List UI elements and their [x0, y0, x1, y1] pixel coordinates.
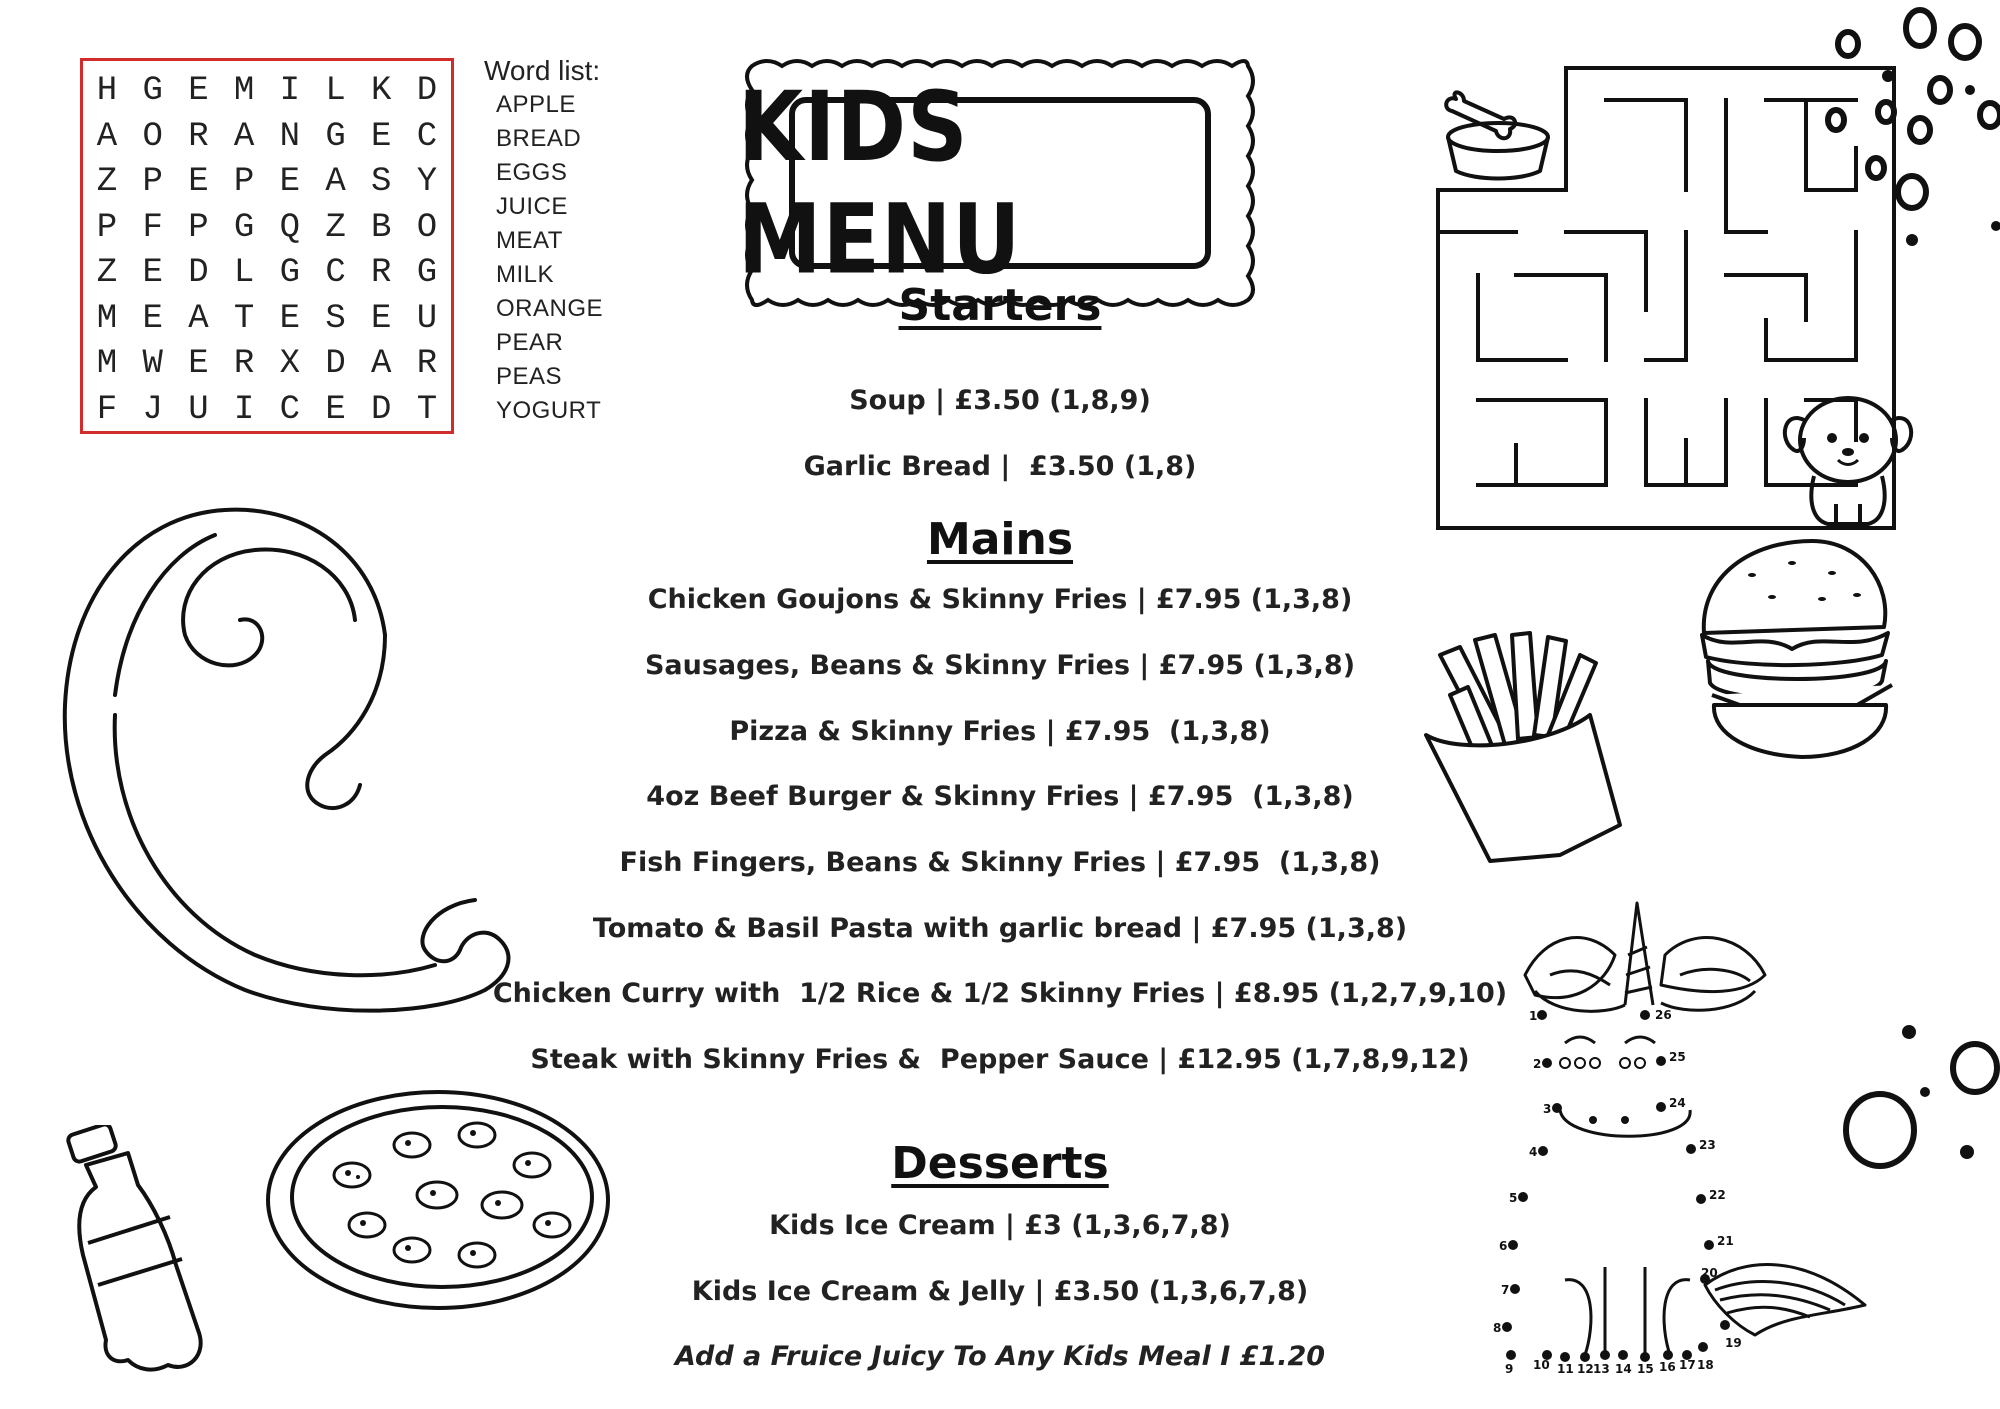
word-search-cell: Z [96, 254, 118, 292]
menu-item: Chicken Goujons & Skinny Fries | £7.95 (1,3,8) [647, 584, 1353, 615]
word-search-cell: S [371, 163, 392, 201]
page-title: KIDS MENU [738, 70, 1022, 296]
word-search-cell: D [188, 254, 209, 292]
word-search-cell: P [96, 208, 118, 247]
word-search-cell: E [371, 299, 392, 338]
word-search-cell: R [188, 117, 209, 156]
menu-item: 4oz Beef Burger & Skinny Fries | £7.95 (1,3,8) [646, 781, 1354, 812]
word-search-cell: Z [96, 163, 118, 201]
word-search-cell: C [279, 390, 301, 429]
word-search-cell: P [142, 163, 163, 201]
word-search-cell: E [325, 390, 346, 429]
dot-label: 13 [1593, 1362, 1610, 1376]
word-list-item: JUICE [496, 193, 568, 220]
word-search-cell: P [233, 163, 255, 201]
word-search-cell: Y [416, 163, 438, 201]
word-search-cell: C [325, 254, 346, 292]
word-search-cell: L [325, 72, 346, 110]
word-search-cell: T [233, 299, 255, 338]
dot-label: 16 [1659, 1360, 1676, 1374]
menu-item: Chicken Curry with 1/2 Rice & 1/2 Skinny Fries | £8.95 (1,2,7,9,10) [492, 978, 1508, 1009]
dot-label: 5 [1509, 1191, 1518, 1205]
word-search-cell: E [142, 299, 163, 338]
word-search-cell: E [371, 117, 392, 156]
word-search-letters [89, 69, 445, 433]
dot-label: 21 [1717, 1234, 1734, 1248]
dot-label: 18 [1697, 1358, 1714, 1372]
word-search-cell: J [142, 390, 163, 429]
word-search-cell: O [416, 208, 438, 247]
word-search-row [89, 206, 445, 252]
bubbles-icon [1800, 0, 2000, 260]
dot-label: 14 [1615, 1362, 1632, 1376]
word-search-cell: A [325, 163, 346, 201]
word-search-cell: S [325, 299, 346, 338]
word-list-item: EGGS [496, 159, 568, 186]
dot-label: 6 [1499, 1239, 1508, 1253]
dot-label: 24 [1669, 1096, 1686, 1110]
word-search-cell: T [416, 390, 438, 429]
word-search-cell: U [188, 390, 209, 429]
word-list-items [484, 88, 603, 428]
dot-label: 17 [1679, 1358, 1696, 1372]
menu-note: Add a Fruice Juicy To Any Kids Meal I £1.20 [674, 1341, 1326, 1372]
menu-item: Tomato & Basil Pasta with garlic bread | £7.95 (1,3,8) [592, 913, 1408, 944]
word-search-cell: I [279, 72, 301, 110]
word-search-cell: A [233, 117, 255, 156]
word-search-row [89, 115, 445, 161]
dot-label: 26 [1655, 1008, 1672, 1022]
word-search-cell: M [96, 345, 118, 383]
dot-label: 12 [1577, 1362, 1594, 1376]
word-search-cell: G [142, 72, 163, 110]
dot-label: 2 [1533, 1057, 1542, 1071]
word-search-cell: E [188, 163, 209, 201]
word-search-cell: C [416, 117, 438, 156]
word-search-cell: G [416, 254, 438, 292]
bottle-icon [58, 1125, 228, 1375]
dot-label: 25 [1669, 1050, 1686, 1064]
unicorn-dot-to-dot-icon [1465, 895, 1885, 1385]
dot-label: 7 [1501, 1283, 1510, 1297]
word-search-cell: U [416, 299, 438, 338]
word-search-cell: E [279, 163, 301, 201]
menu-item: Garlic Bread | £3.50 (1,8) [803, 451, 1197, 482]
word-search-cell: G [279, 254, 301, 292]
menu-item: Steak with Skinny Fries & Pepper Sauce | £12.95 (1,7,8,9,12) [530, 1044, 1470, 1075]
word-search-cell: W [142, 345, 163, 383]
word-search-row [89, 342, 445, 388]
word-list-item: APPLE [496, 91, 576, 118]
dot-label: 3 [1543, 1102, 1552, 1116]
dot-label: 20 [1701, 1266, 1718, 1280]
fries-icon [1420, 625, 1630, 865]
word-search-cell: F [96, 390, 118, 429]
dot-label: 15 [1637, 1362, 1654, 1376]
menu-item: Sausages, Beans & Skinny Fries | £7.95 (1,3,8) [644, 650, 1356, 681]
swirl-letter-icon [55, 495, 525, 1025]
word-list-item: BREAD [496, 125, 582, 152]
word-list [484, 54, 603, 428]
word-search-cell: M [96, 299, 118, 338]
word-list-item: MEAT [496, 227, 563, 254]
word-search-cell: A [188, 299, 209, 338]
title-badge [738, 52, 1262, 314]
word-list-item: PEAS [496, 363, 563, 390]
dot-label: 9 [1505, 1362, 1514, 1376]
dot-label: 4 [1529, 1145, 1538, 1159]
word-search-cell: R [371, 254, 392, 292]
dot-label: 1 [1529, 1009, 1538, 1023]
section-title-starters: Starters [898, 280, 1102, 331]
word-search-cell: I [233, 390, 255, 429]
menu-item: Kids Ice Cream | £3 (1,3,6,7,8) [769, 1210, 1231, 1241]
word-search-row [89, 160, 445, 206]
word-list-title: Word list: [484, 55, 601, 86]
word-list-item: PEAR [496, 329, 564, 356]
word-search-cell: H [96, 72, 118, 110]
dot-label: 8 [1493, 1321, 1502, 1335]
word-search-cell: X [279, 345, 301, 383]
menu-item: Kids Ice Cream & Jelly | £3.50 (1,3,6,7,8) [691, 1276, 1309, 1307]
word-search-cell: D [416, 72, 438, 110]
word-search-cell: G [325, 117, 346, 156]
burger-icon [1692, 535, 1902, 775]
dot-label: 23 [1699, 1138, 1716, 1152]
section-title-mains: Mains [926, 514, 1074, 565]
word-search-cell: N [279, 117, 301, 156]
word-search-cell: K [371, 72, 392, 110]
word-search-cell: A [371, 345, 392, 383]
word-search-cell: D [371, 390, 392, 429]
word-search-cell: D [325, 345, 346, 383]
word-search-cell: E [142, 254, 163, 292]
menu-item: Pizza & Skinny Fries | £7.95 (1,3,8) [729, 716, 1271, 747]
word-search-cell: B [371, 208, 392, 247]
word-search-row [89, 69, 445, 115]
word-search-cell: Q [279, 208, 301, 247]
dot-label: 10 [1533, 1358, 1550, 1372]
menu-item: Fish Fingers, Beans & Skinny Fries | £7.95 (1,3,8) [619, 847, 1381, 878]
pizza-icon [262, 1085, 614, 1315]
word-search-cell: E [188, 345, 209, 383]
word-search-grid [80, 58, 454, 434]
word-search-cell: P [188, 208, 209, 247]
word-search-cell: R [416, 345, 438, 383]
dot-label: 22 [1709, 1188, 1726, 1202]
word-list-item: ORANGE [496, 295, 604, 322]
bubbles-icon [1835, 1020, 2000, 1180]
word-search-cell: R [233, 345, 255, 383]
dot-label: 11 [1557, 1362, 1574, 1376]
word-search-cell: E [188, 72, 209, 110]
word-search-cell: O [142, 117, 163, 156]
puppy-icon [1778, 380, 1918, 530]
word-search-cell: M [233, 72, 255, 110]
word-search-cell: L [233, 254, 255, 292]
word-search-cell: Z [325, 208, 346, 247]
word-list-item: YOGURT [496, 397, 602, 424]
menu-item: Soup | £3.50 (1,8,9) [849, 385, 1151, 416]
section-title-desserts: Desserts [891, 1138, 1109, 1189]
dot-label: 19 [1725, 1336, 1742, 1350]
word-list-item: MILK [496, 261, 555, 288]
word-search-cell: A [96, 117, 118, 156]
word-search-cell: G [233, 208, 255, 247]
word-search-cell: E [279, 299, 301, 338]
word-search-cell: F [142, 208, 163, 247]
